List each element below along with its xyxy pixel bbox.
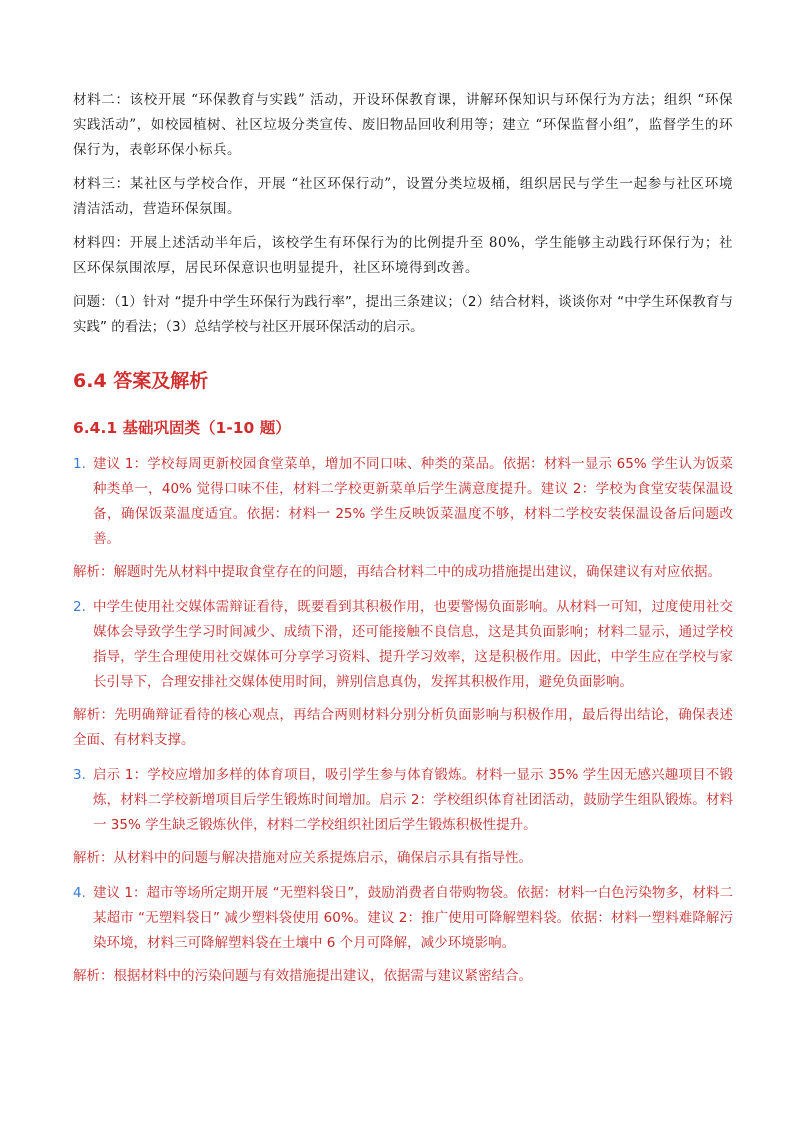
answer-number: 1. xyxy=(73,456,86,472)
answer-number: 2. xyxy=(73,599,86,615)
material-two: 材料二：该校开展 “环保教育与实践” 活动，开设环保教育课，讲解环保知识与环保行为方法；组织 “环保实践活动”，如校园植树、社区垃圾分类宣传、废旧物品回收利用等；建立 “环保监督小组”，监督学生的环保行为，表彰环保小标兵。 xyxy=(73,92,733,158)
answer-analysis: 解析：解题时先从材料中提取食堂存在的问题，再结合材料二中的成功措施提出建议，确保建议有对应依据。 xyxy=(73,564,721,580)
answer-number: 3. xyxy=(73,767,86,783)
answer-analysis: 解析：从材料中的问题与解决措施对应关系提炼启示，确保启示具有指导性。 xyxy=(73,850,532,866)
answer-item xyxy=(73,452,733,552)
answer-text: 启示 1：学校应增加多样的体育项目，吸引学生参与体育锻炼。材料一显示 35% 学生因无感兴趣项目不锻炼，材料二学校新增项目后学生锻炼时间增加。启示 2：学校组织体育社团活动，鼓励学生组队锻炼。材料一 35% 学生缺乏锻炼伙伴，材料二学校组织社团后学生锻炼积极性提升。 xyxy=(93,767,733,833)
material-three: 材料三：某社区与学校合作，开展 “社区环保行动”，设置分类垃圾桶，组织居民与学生一起参与社区环境清洁活动，营造环保氛围。 xyxy=(73,176,733,217)
answer-number: 4. xyxy=(73,885,86,901)
material-four: 材料四：开展上述活动半年后，该校学生有环保行为的比例提升至 80%，学生能够主动践行环保行为；社区环保氛围浓厚，居民环保意识也明显提升，社区环境得到改善。 xyxy=(73,235,733,276)
answer-item xyxy=(73,763,733,838)
answer-item xyxy=(73,595,733,695)
answer-list xyxy=(73,452,733,989)
document-page xyxy=(73,88,733,999)
answer-analysis: 解析：根据材料中的污染问题与有效措施提出建议，依据需与建议紧密结合。 xyxy=(73,968,532,984)
question-text: 问题：（1）针对 “提升中学生环保行为践行率”，提出三条建议；（2）结合材料，谈谈你对 “中学生环保教育与实践” 的看法；（3）总结学校与社区开展环保活动的启示。 xyxy=(73,294,733,335)
answer-text: 建议 1：超市等场所定期开展 “无塑料袋日”，鼓励消费者自带购物袋。依据：材料一白色污染物多，材料二某超市 “无塑料袋日” 减少塑料袋使用 60%。建议 2：推广使用可降解塑料袋。依据：材料一塑料难降解污染环境，材料三可降解塑料袋在土壤中 6 个月可降解，减少环境影响。 xyxy=(93,885,733,951)
answer-analysis: 解析：先明确辩证看待的核心观点，再结合两则材料分别分析负面影响与积极作用，最后得出结论，确保表述全面、有材料支撑。 xyxy=(73,707,733,748)
subsection-heading: 6.4.1 基础巩固类（1-10 题） xyxy=(73,419,291,437)
section-heading: 6.4 答案及解析 xyxy=(73,370,209,392)
answer-item xyxy=(73,881,733,956)
answer-text: 建议 1：学校每周更新校园食堂菜单，增加不同口味、种类的菜品。依据：材料一显示 65% 学生认为饭菜种类单一，40% 觉得口味不佳，材料二学校更新菜单后学生满意度提升。建议 2：学校为食堂安装保温设备，确保饭菜温度适宜。依据：材料一 25% 学生反映饭菜温度不够，材料二学校安装保温设备后问题改善。 xyxy=(93,456,733,547)
answer-text: 中学生使用社交媒体需辩证看待，既要看到其积极作用，也要警惕负面影响。从材料一可知，过度使用社交媒体会导致学生学习时间减少、成绩下滑，还可能接触不良信息，这是其负面影响；材料二显示，通过学校指导，学生合理使用社交媒体可分享学习资料、提升学习效率，这是积极作用。因此，中学生应在学校与家长引导下，合理安排社交媒体使用时间，辨别信息真伪，发挥其积极作用，避免负面影响。 xyxy=(93,599,733,690)
